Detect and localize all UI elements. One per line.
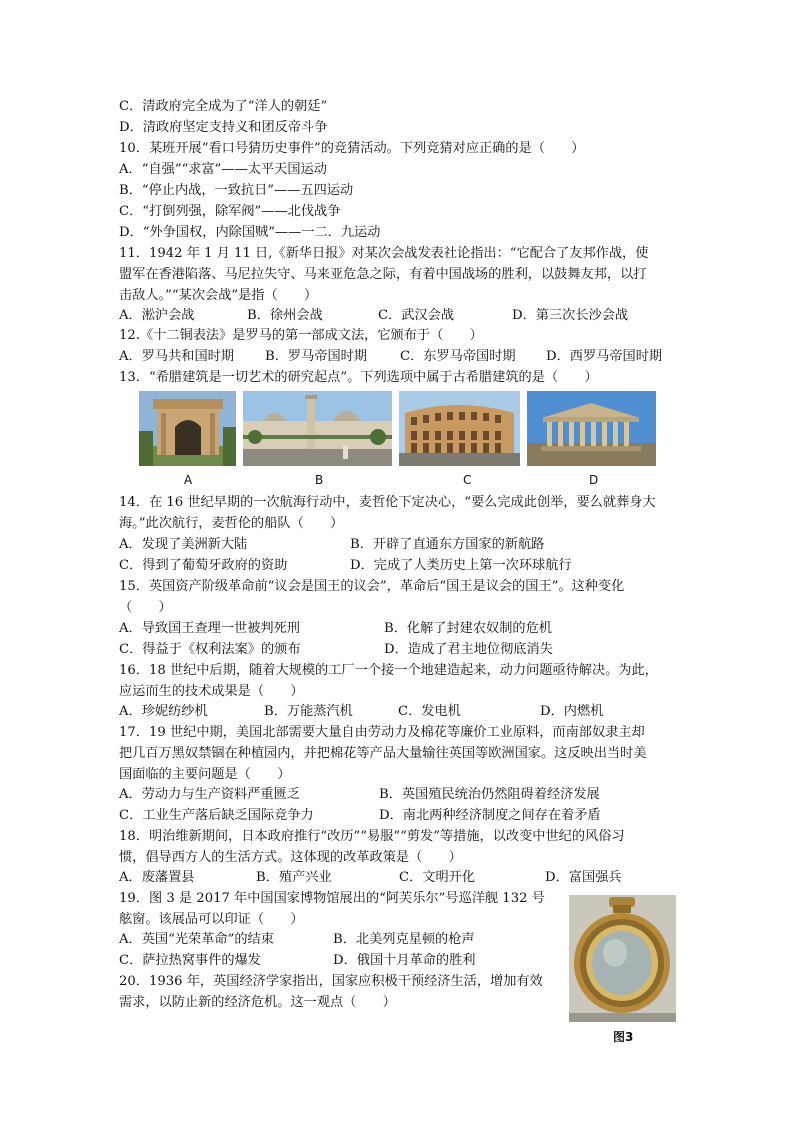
question-20-line2: 需求，以防止新的经济危机。这一观点（ ） (119, 995, 396, 1010)
question-19-line1: 19．图 3 是 2017 年中国国家博物馆展出的“阿芙乐尔”号巡洋舰 132 号 (119, 891, 545, 906)
question-13: 13．“希腊建筑是一切艺术的研究起点”。下列选项中属于古希腊建筑的是（ ） (119, 370, 598, 385)
q15-option-c: C．得益于《权利法案》的颁布 (119, 642, 301, 657)
q10-option-b: B．“停止内战，一致抗日”——五四运动 (119, 183, 354, 198)
q14-option-a: A．发现了美洲新大陆 (119, 537, 248, 552)
question-14-line1: 14．在 16 世纪早期的一次航海行动中，麦哲伦下定决心，“要么完成此创举，要么就葬身大 (119, 495, 656, 510)
question-18-line1: 18．明治维新期间，日本政府推行“改历”“易服”“剪发”等措施，以改变中世纪的风俗习 (119, 829, 625, 844)
q14-option-c: C．得到了葡萄牙政府的资助 (119, 558, 288, 573)
q14-option-d: D．完成了人类历史上第一次环球航行 (350, 558, 572, 573)
q9-option-d: D．清政府坚定支持义和团反帝斗争 (119, 120, 328, 135)
question-14-line2: 海。”此次航行，麦哲伦的船队（ ） (119, 516, 344, 531)
q16-option-a: A．珍妮纺纱机 (119, 704, 208, 719)
q19-option-a: A．英国“光荣革命”的结束 (119, 932, 274, 947)
question-15-line1: 15．英国资产阶级革命前“议会是国王的议会”，革命后“国王是议会的国王”。这种变化 (119, 579, 625, 594)
q11-option-d: D．第三次长沙会战 (512, 308, 629, 323)
q19-option-d: D．俄国十月革命的胜利 (333, 953, 476, 968)
q15-option-b: B．化解了封建农奴制的危机 (384, 621, 552, 636)
q18-option-b: B．殖产兴业 (256, 870, 332, 885)
question-11-line2: 盟军在香港陷落、马尼拉失守、马来亚危急之际，有着中国战场的胜利，以鼓舞友邦，以打 (119, 267, 647, 282)
picture-label-a: A (184, 473, 193, 487)
q15-option-d: D．造成了君主地位彻底消失 (384, 642, 553, 657)
q11-option-a: A．淞沪会战 (119, 308, 195, 323)
question-15-line2: （ ） (119, 600, 172, 615)
q16-option-c: C．发电机 (398, 704, 461, 719)
q17-option-a: A．劳动力与生产资料严重匮乏 (119, 787, 300, 802)
q9-option-c: C．清政府完全成为了“洋人的朝廷” (119, 99, 328, 114)
q10-option-d: D．“外争国权，内除国贼”——一二．九运动 (119, 225, 381, 240)
picture-b-roman-square (243, 391, 392, 466)
q14-option-b: B．开辟了直通东方国家的新航路 (350, 537, 545, 552)
figure-3-caption: 图3 (613, 1030, 634, 1044)
q11-option-c: C．武汉会战 (378, 308, 455, 323)
picture-c-colosseum (399, 391, 520, 466)
q17-option-c: C．工业生产落后缺乏国际竞争力 (119, 808, 314, 823)
q11-option-b: B．徐州会战 (247, 308, 323, 323)
question-17-line3: 国面临的主要问题是（ ） (119, 767, 291, 782)
q18-option-a: A．废藩置县 (119, 870, 195, 885)
question-20-line1: 20．1936 年，英国经济学家指出，国家应积极干预经济生活，增加有效 (119, 974, 543, 989)
question-18-line2: 惯，倡导西方人的生活方式。这体现的改革政策是（ ） (119, 850, 462, 865)
question-16-line2: 应运而生的技术成果是（ ） (119, 684, 304, 699)
q18-option-c: C．文明开化 (399, 870, 476, 885)
picture-label-b: B (315, 473, 324, 487)
question-17-line1: 17．19 世纪中期，美国北部需要大量自由劳动力及棉花等廉价工业原料，而南部奴隶主却 (119, 725, 645, 740)
q12-option-d: D．西罗马帝国时期 (546, 349, 663, 364)
question-16-line1: 16．18 世纪中后期，随着大规模的工厂一个接一个地建造起来，动力问题亟待解决。为此， (119, 663, 658, 678)
q10-option-c: C．“打倒列强，除军阀”——北伐战争 (119, 204, 341, 219)
q16-option-d: D．内燃机 (540, 704, 604, 719)
question-10: 10．某班开展“看口号猜历史事件”的竞猜活动。下列竞猜对应正确的是（ ） (119, 141, 585, 156)
picture-label-d: D (589, 473, 599, 487)
q10-option-a: A．“自强”“求富”——太平天国运动 (119, 162, 327, 177)
q12-option-a: A．罗马共和国时期 (119, 349, 235, 364)
question-19-line2: 舷窗。该展品可以印证（ ） (119, 912, 304, 927)
q17-option-d: D．南北两种经济制度之间存在着矛盾 (379, 808, 601, 823)
question-11-line1: 11．1942 年 1 月 11 日,《新华日报》对某次会战发表社论指出：“它配合了友邦作战，使 (119, 246, 649, 261)
picture-d-parthenon (527, 391, 656, 466)
question-11-line3: 击敌人。”“某次会战”是指（ ） (119, 288, 318, 303)
figure-3-porthole (569, 895, 676, 1022)
q12-option-b: B．罗马帝国时期 (265, 349, 368, 364)
q17-option-b: B．英国殖民统治仍然阻碍着经济发展 (379, 787, 600, 802)
q18-option-d: D．富国强兵 (545, 870, 622, 885)
q19-option-b: B．北美列克星顿的枪声 (333, 932, 475, 947)
q12-option-c: C．东罗马帝国时期 (400, 349, 516, 364)
picture-a-arch (139, 391, 236, 466)
q19-option-c: C．萨拉热窝事件的爆发 (119, 953, 261, 968)
question-12: 12.《十二铜表法》是罗马的第一部成文法，它颁布于（ ） (119, 328, 483, 343)
question-17-line2: 把几百万黑奴禁锢在种植园内，并把棉花等产品大量输往英国等欧洲国家。这反映出当时美 (119, 746, 647, 761)
q16-option-b: B．万能蒸汽机 (264, 704, 353, 719)
picture-label-c: C (463, 473, 472, 487)
q15-option-a: A．导致国王查理一世被判死刑 (119, 621, 300, 636)
